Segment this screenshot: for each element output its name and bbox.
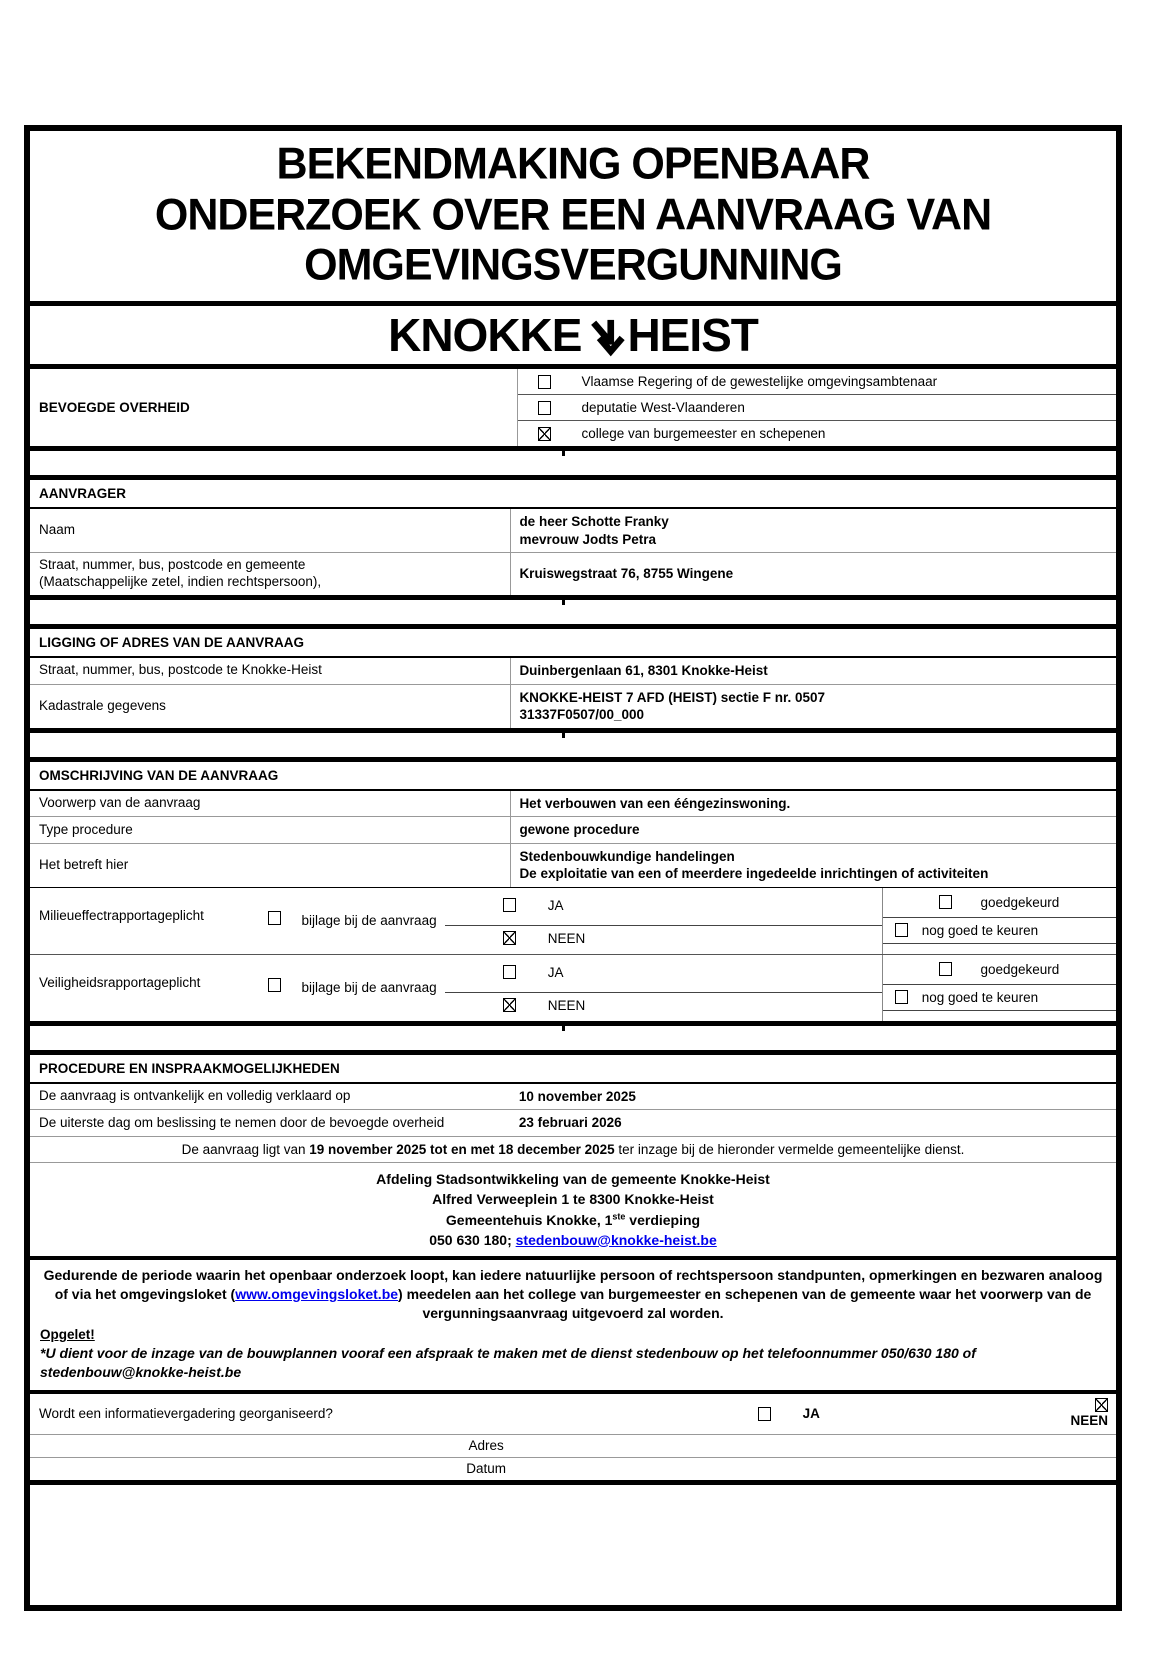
naam-value-1: de heer Schotte Franky xyxy=(519,514,669,530)
ontvankelijk-label: De aanvraag is ontvankelijk en volledig verklaard op xyxy=(39,1088,351,1104)
vergadering-datum-row xyxy=(30,1458,1116,1480)
ligging-section xyxy=(30,629,1116,733)
inzage-periode: 19 november 2025 tot en met 18 december 2025 xyxy=(309,1141,615,1157)
vr-bijlage xyxy=(268,973,881,995)
vergadering-adres-row xyxy=(30,1435,1116,1458)
vr-goedgekeurd-label: goedgekeurd xyxy=(980,961,1060,977)
vergadering-neen-option xyxy=(1070,1398,1108,1430)
voorwerp-row xyxy=(30,791,1116,818)
section-spacer xyxy=(30,451,1116,480)
informatievergadering-label: Wordt een informatievergadering georganiseerd? xyxy=(39,1406,333,1422)
logo-text-left: KNOKKE xyxy=(388,309,582,362)
naam-value-2: mevrouw Jodts Petra xyxy=(519,531,656,547)
vr-nog-label: nog goed te keuren xyxy=(921,989,1039,1005)
mer-label: Milieueffectrapportageplicht xyxy=(39,907,204,923)
inzage-prefix: De aanvraag ligt van xyxy=(181,1141,310,1157)
mer-neen-label: NEEN xyxy=(547,930,586,946)
vr-nog-goed-te-keuren-option xyxy=(883,985,1116,1012)
section-spacer xyxy=(30,1026,1116,1055)
form-document xyxy=(24,125,1122,1611)
vr-ja-label: JA xyxy=(547,964,564,980)
naam-row xyxy=(30,509,1116,553)
vr-neen-option xyxy=(503,998,586,1013)
procedure-section xyxy=(30,1055,1116,1485)
ligging-straat-value: Duinbergenlaan 61, 8301 Knokke-Heist xyxy=(519,663,768,679)
mer-ja-option xyxy=(503,898,564,913)
vr-bijlage-label: bijlage bij de aanvraag xyxy=(301,979,437,995)
section-spacer xyxy=(30,733,1116,762)
vergadering-neen-label: NEEN xyxy=(1070,1412,1108,1428)
vergadering-datum-label: Datum xyxy=(466,1461,506,1477)
vergadering-adres-label: Adres xyxy=(468,1438,504,1454)
dienst-contact: 050 630 180; stedenbouw@knokke-heist.be xyxy=(429,1231,717,1248)
vr-bijlage-checkbox[interactable] xyxy=(268,978,281,992)
vergadering-neen-checkbox[interactable] xyxy=(1095,1398,1108,1412)
kadaster-value-2: 31337F0507/00_000 xyxy=(519,707,645,723)
informatievergadering-row xyxy=(30,1394,1116,1435)
mer-nog-label: nog goed te keuren xyxy=(921,922,1039,938)
vlaamse-regering-checkbox[interactable] xyxy=(538,375,551,389)
aanvrager-section xyxy=(30,480,1116,600)
vergadering-ja-checkbox[interactable] xyxy=(758,1407,771,1421)
uiterste-dag-row xyxy=(30,1110,1116,1137)
vr-label: Veiligheidsrapportageplicht xyxy=(39,974,201,990)
afspraak-note: *U dient voor de inzage van de bouwplannen vooraf een afspraak te maken met de dienst stedenbouw op het telefoonnummer 050/630 180 of stedenbouw@knokke-heist.be xyxy=(40,1344,976,1380)
aanvrager-adres-row xyxy=(30,553,1116,595)
procedure-header: PROCEDURE EN INSPRAAKMOGELIJKHEDEN xyxy=(30,1055,1116,1084)
kadaster-label: Kadastrale gegevens xyxy=(39,697,166,713)
aanvrager-adres-value: Kruiswegstraat 76, 8755 Wingene xyxy=(519,566,734,582)
vr-neen-checkbox[interactable] xyxy=(503,998,516,1012)
type-procedure-row xyxy=(30,817,1116,844)
inzage-periode-row xyxy=(30,1137,1116,1163)
option-college xyxy=(518,421,1116,446)
mer-ja-label: JA xyxy=(547,897,564,913)
betreft-value-1: Stedenbouwkundige handelingen xyxy=(519,848,735,864)
option-label: Vlaamse Regering of de gewestelijke omgevingsambtenaar xyxy=(581,374,938,390)
dienst-naam: Afdeling Stadsontwikkeling van de gemeente Knokke-Heist xyxy=(376,1170,770,1187)
mer-nog-goed-te-keuren-option xyxy=(883,918,1116,945)
voorwerp-label: Voorwerp van de aanvraag xyxy=(39,795,201,811)
empty-footer-box xyxy=(30,1485,1116,1605)
bezwaar-block xyxy=(30,1260,1116,1393)
mer-nog-checkbox[interactable] xyxy=(895,923,908,937)
adres-label-1: Straat, nummer, bus, postcode en gemeente xyxy=(39,557,306,573)
milieueffectrapportage-row xyxy=(30,888,1116,955)
page-title-line-2: ONDERZOEK OVER EEN AANVRAAG VAN xyxy=(154,189,992,240)
mer-ja-checkbox[interactable] xyxy=(503,898,516,912)
kadaster-value-1: KNOKKE-HEIST 7 AFD (HEIST) sectie F nr. 0507 xyxy=(519,689,826,705)
uiterste-dag-value: 23 februari 2026 xyxy=(518,1115,622,1131)
mer-goedgekeurd-label: goedgekeurd xyxy=(980,894,1060,910)
option-deputatie xyxy=(518,395,1116,421)
omschrijving-section xyxy=(30,762,1116,1026)
voorwerp-value: Het verbouwen van een ééngezinswoning. xyxy=(519,795,791,811)
ontvankelijk-value: 10 november 2025 xyxy=(518,1088,636,1104)
page-title-line-1: BEKENDMAKING OPENBAAR xyxy=(276,139,870,189)
gemeentelijke-dienst-block xyxy=(30,1163,1116,1260)
deputatie-checkbox[interactable] xyxy=(538,401,551,415)
betreft-value-2: De exploitatie van een of meerdere ingedeelde inrichtingen of activiteiten xyxy=(519,866,989,882)
betreft-row xyxy=(30,844,1116,888)
mer-bijlage xyxy=(268,906,881,928)
mer-goedgekeurd-checkbox[interactable] xyxy=(939,895,952,909)
mer-bijlage-checkbox[interactable] xyxy=(268,911,281,925)
vr-goedgekeurd-checkbox[interactable] xyxy=(939,962,952,976)
dienst-adres: Alfred Verweeplein 1 te 8300 Knokke-Heist xyxy=(432,1191,714,1208)
omschrijving-header: OMSCHRIJVING VAN DE AANVRAAG xyxy=(30,762,1116,791)
mer-neen-checkbox[interactable] xyxy=(503,931,516,945)
option-vlaamse-regering xyxy=(518,369,1116,395)
municipality-logo xyxy=(30,306,1116,369)
bevoegde-overheid-section xyxy=(30,369,1116,451)
adres-label-2: (Maatschappelijke zetel, indien rechtspersoon), xyxy=(39,574,322,590)
opgelet-label: Opgelet! xyxy=(40,1326,95,1342)
naam-label: Naam xyxy=(39,522,76,538)
type-procedure-value: gewone procedure xyxy=(519,822,640,838)
veiligheidsrapportage-row xyxy=(30,955,1116,1021)
omgevingsloket-link[interactable]: www.omgevingsloket.be xyxy=(235,1286,399,1303)
title-section xyxy=(30,131,1116,306)
knokke-heist-arrow-icon xyxy=(587,316,625,363)
bezwaar-paragraaf: Gedurende de periode waarin het openbaar onderzoek loopt, kan iedere natuurlijke persoon of rechtspersoon standpunten, opmerkingen en bezwaren analoog of via het omgevingsloket (www.omgevingsloket.be) meedelen aan het college van burgemeester en schepenen van de gemeente waar het voorwerp van de vergunningsaanvraag uitgevoerd zal worden. xyxy=(43,1267,1103,1321)
logo-text-right: HEIST xyxy=(627,309,758,362)
ligging-header: LIGGING OF ADRES VAN DE AANVRAAG xyxy=(30,629,1116,658)
fill-in-line xyxy=(445,925,882,926)
kadaster-row xyxy=(30,685,1116,728)
ontvankelijk-row xyxy=(30,1084,1116,1111)
page-title-line-3: OMGEVINGSVERGUNNING xyxy=(304,240,842,291)
bevoegde-overheid-label: BEVOEGDE OVERHEID xyxy=(39,400,190,416)
ligging-straat-label: Straat, nummer, bus, postcode te Knokke-Heist xyxy=(39,662,322,678)
section-spacer xyxy=(30,600,1116,629)
vr-neen-label: NEEN xyxy=(547,997,586,1013)
vr-ja-option xyxy=(503,965,564,980)
vr-goedgekeurd-option xyxy=(883,955,1116,985)
email-link[interactable]: stedenbouw@knokke-heist.be xyxy=(515,1231,717,1248)
uiterste-dag-label: De uiterste dag om beslissing te nemen door de bevoegde overheid xyxy=(39,1114,445,1130)
ligging-straat-row xyxy=(30,658,1116,685)
mer-bijlage-label: bijlage bij de aanvraag xyxy=(301,912,437,928)
vergadering-ja-label: JA xyxy=(802,1406,820,1422)
college-checkbox[interactable] xyxy=(538,427,551,441)
mer-goedgekeurd-option xyxy=(883,888,1116,918)
mer-neen-option xyxy=(503,931,586,946)
option-label: college van burgemeester en schepenen xyxy=(581,426,826,442)
aanvrager-header: AANVRAGER xyxy=(30,480,1116,509)
option-label: deputatie West-Vlaanderen xyxy=(581,400,745,416)
dienst-locatie: Gemeentehuis Knokke, 1ste verdieping xyxy=(445,1210,701,1228)
type-procedure-label: Type procedure xyxy=(39,821,133,837)
vr-ja-checkbox[interactable] xyxy=(503,965,516,979)
vr-nog-checkbox[interactable] xyxy=(895,990,908,1004)
inzage-suffix: ter inzage bij de hieronder vermelde gemeentelijke dienst. xyxy=(614,1141,965,1157)
vergadering-ja-option xyxy=(758,1406,820,1421)
betreft-label: Het betreft hier xyxy=(39,856,129,872)
fill-in-line xyxy=(445,992,882,993)
